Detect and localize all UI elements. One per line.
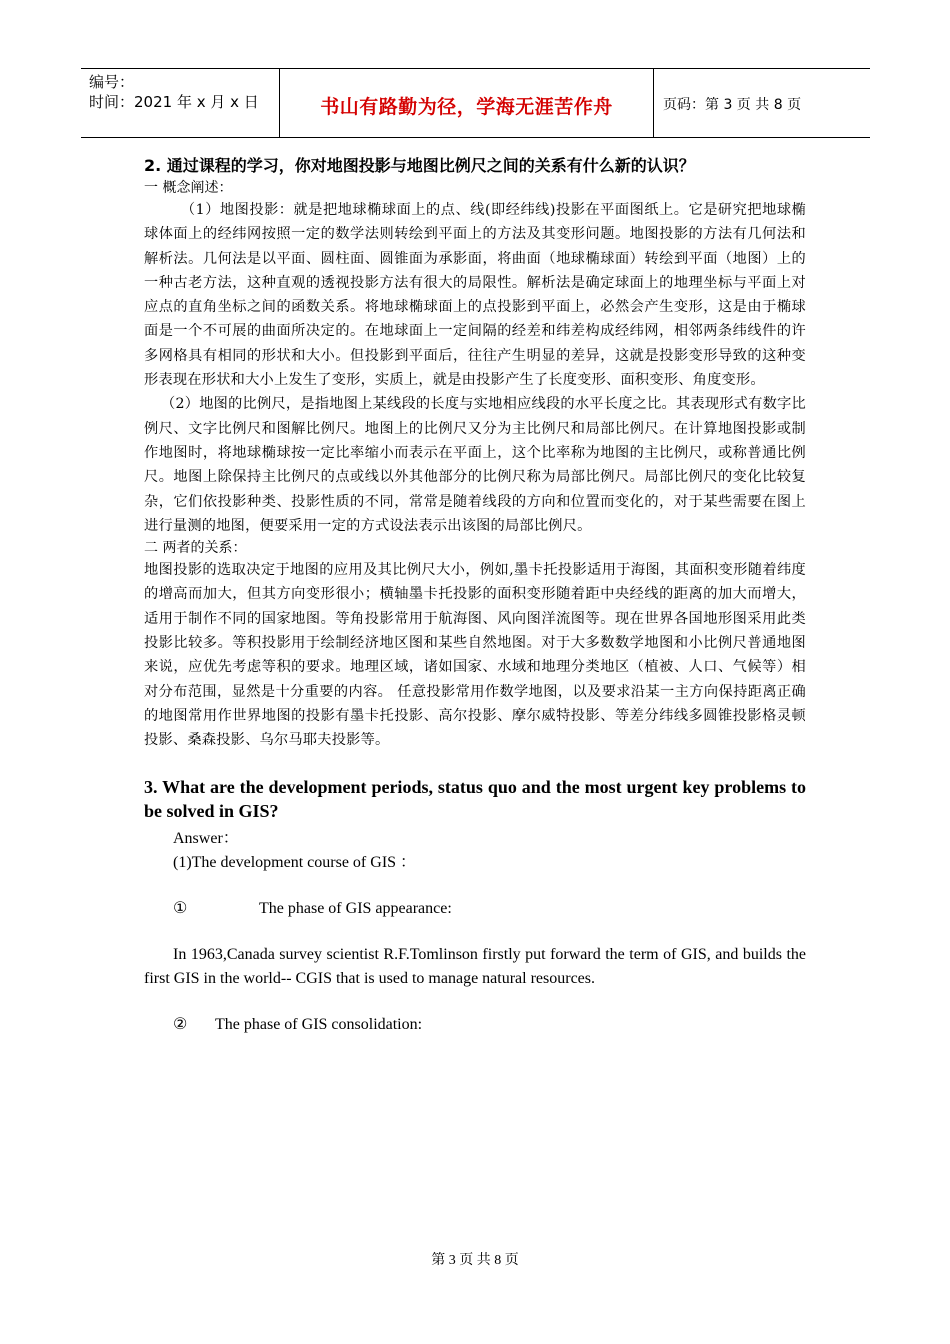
header-motto: 书山有路勤为径，学海无涯苦作舟 xyxy=(280,69,654,137)
serial-label: 编号： xyxy=(89,73,135,91)
section-2-title: 二 两者的关系： xyxy=(144,540,247,557)
list-item xyxy=(144,897,806,921)
paragraph-map-projection: （1）地图投影：就是把地球椭球面上的点、线(即经纬线)投影在平面图纸上。它是研究把地球椭球体面上的经纬网按照一定的数学法则转绘到平面上的方法及其变形问题。地图投影的方法有几何法和解析法。几何法是以平面、圆柱面、圆锥面为承影面，将曲面（地球椭球面）转绘到平面（地图）上的一种古老方法，这种直观的透视投影方法有很大的局限性。解析法是确定球面上的地理坐标与平面上对应点的直角坐标之间的函数关系。将地球椭球面上的点投影到平面上，必然会产生变形，这是由于椭球面是一个不可展的曲面所决定的。在地球面上一定间隔的经差和纬差构成经纬网，相邻两条纬线件的许多网格具有相同的形状和大小。但投影到平面后，往往产生明显的差异，这就是投影变形导致的这种变形表现在形状和大小上发生了变形，实质上，就是由投影产生了长度变形、面积变形、角度变形。 xyxy=(144,202,806,389)
header-table xyxy=(81,68,870,138)
question-2-title: 2. 通过课程的学习，你对地图投影与地图比例尺之间的关系有什么新的认识？ xyxy=(144,156,695,175)
document-body xyxy=(144,154,806,1037)
item-number: ② xyxy=(173,1015,188,1033)
item-heading: The phase of GIS appearance: xyxy=(259,899,452,917)
date-label: 时间：2021 年 x 月 x 日 xyxy=(89,93,259,111)
paragraph-gis-appearance: In 1963,Canada survey scientist R.F.Tomlinson firstly put forward the term of GIS, and builds the first GIS in the world-- CGIS that is used to manage natural resources. xyxy=(144,945,806,987)
header-meta-cell xyxy=(81,69,280,137)
question-3-title: 3. What are the development periods, status quo and the most urgent key problems to be solved in GIS? xyxy=(144,776,806,821)
development-course-label: (1)The development course of GIS ： xyxy=(173,853,417,871)
list-item xyxy=(144,1013,806,1037)
header-page-info: 页码：第 3 页 共 8 页 xyxy=(663,97,802,113)
page-footer: 第 3 页 共 8 页 xyxy=(431,1253,519,1268)
section-1-title: 一 概念阐述： xyxy=(144,180,233,196)
item-number: ① xyxy=(173,899,188,917)
paragraph-relationship: 地图投影的选取决定于地图的应用及其比例尺大小，例如,墨卡托投影适用于海图，其面积变形随着纬度的增高而加大，但其方向变形很小；横轴墨卡托投影的面积变形随着距中央经线的距离的加大而增大，适用于制作不同的国家地图。等角投影常用于航海图、风向图洋流图等。现在世界各国地形图采用此类投影比较多。等积投影用于绘制经济地区图和某些自然地图。对于大多数数学地图和小比例尺普通地图来说，应优先考虑等积的要求。地理区域，诸如国家、水域和地理分类地区（植被、人口、气候等）相对分布范围，显然是十分重要的内容。 任意投影常用作数学地图，以及要求沿某一主方向保持距离正确的地图常用作世界地图的投影有墨卡托投影、高尔投影、摩尔威特投影、等差分纬线多圆锥投影格灵顿投影、桑森投影、乌尔马耶夫投影等。 xyxy=(144,562,806,749)
answer-label: Answer： xyxy=(173,829,239,847)
paragraph-map-scale: （2）地图的比例尺，是指地图上某线段的长度与实地相应线段的水平长度之比。其表现形式有数字比例尺、文字比例尺和图解比例尺。地图上的比例尺又分为主比例尺和局部比例尺。在计算地图投影或制作地图时，将地球椭球按一定比率缩小而表示在平面上，这个比率称为地图的主比例尺，或称普通比例尺。地图上除保持主比例尺的点或线以外其他部分的比例尺称为局部比例尺。局部比例尺的变化比较复杂，它们依投影种类、投影性质的不同，常常是随着线段的方向和位置而变化的，对于某些需要在图上进行量测的地图，便要采用一定的方式设法表示出该图的局部比例尺。 xyxy=(144,396,806,534)
item-heading: The phase of GIS consolidation: xyxy=(215,1015,423,1033)
